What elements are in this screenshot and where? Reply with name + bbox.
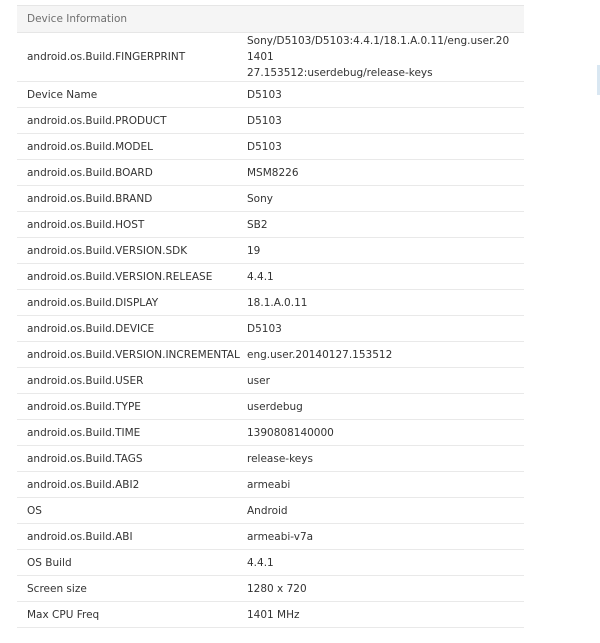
property-value: user [236,368,524,394]
property-key: Screen size [17,576,236,602]
property-value: eng.user.20140127.153512 [236,342,524,368]
table-row [17,316,524,342]
property-key: OS [17,498,236,524]
table-row [17,290,524,316]
property-key: android.os.Build.MODEL [17,134,236,160]
table-row [17,342,524,368]
property-value: MSM8226 [236,160,524,186]
table-row [17,108,524,134]
property-value: D5103 [236,316,524,342]
table-row [17,82,524,108]
table-row [17,550,524,576]
property-value: 1401 MHz [236,602,524,628]
property-key: Device Name [17,82,236,108]
property-value: Android [236,498,524,524]
property-key: android.os.Build.TYPE [17,394,236,420]
table-row [17,238,524,264]
table-row [17,186,524,212]
table-row [17,576,524,602]
table-row [17,264,524,290]
property-value: 4.4.1 [236,550,524,576]
section-title-spacer [236,6,524,33]
property-key: android.os.Build.TIME [17,420,236,446]
property-value: D5103 [236,134,524,160]
property-value-line: 27.153512:userdebug/release-keys [247,67,433,79]
property-key: android.os.Build.VERSION.INCREMENTAL [17,342,236,368]
property-value: 18.1.A.0.11 [236,290,524,316]
property-key: Max CPU Freq [17,602,236,628]
property-value: armeabi [236,472,524,498]
property-value: 4.4.1 [236,264,524,290]
table-row [17,472,524,498]
section-title: Device Information [17,6,236,33]
property-key: android.os.Build.VERSION.SDK [17,238,236,264]
device-information-table [17,5,524,628]
property-value: armeabi-v7a [236,524,524,550]
property-value-line: Sony/D5103/D5103:4.4.1/18.1.A.0.11/eng.user.201401 [247,35,510,63]
table-row [17,33,524,82]
table-header-row [17,6,524,33]
property-key: android.os.Build.DEVICE [17,316,236,342]
table-row [17,420,524,446]
property-key: android.os.Build.ABI [17,524,236,550]
property-key: android.os.Build.ABI2 [17,472,236,498]
table-row [17,602,524,628]
property-key: android.os.Build.TAGS [17,446,236,472]
property-value: release-keys [236,446,524,472]
property-value: D5103 [236,82,524,108]
property-key: android.os.Build.FINGERPRINT [17,33,236,82]
table-row [17,212,524,238]
table-row [17,524,524,550]
table-row [17,368,524,394]
property-value: SB2 [236,212,524,238]
property-key: android.os.Build.VERSION.RELEASE [17,264,236,290]
property-key: android.os.Build.BOARD [17,160,236,186]
table-row [17,134,524,160]
property-value: 1280 x 720 [236,576,524,602]
property-value: 1390808140000 [236,420,524,446]
property-value: 19 [236,238,524,264]
property-key: android.os.Build.HOST [17,212,236,238]
property-value: userdebug [236,394,524,420]
property-key: OS Build [17,550,236,576]
table-row [17,498,524,524]
property-value [236,33,524,82]
table-row [17,160,524,186]
property-key: android.os.Build.USER [17,368,236,394]
property-key: android.os.Build.BRAND [17,186,236,212]
table-row [17,394,524,420]
property-value: Sony [236,186,524,212]
property-value: D5103 [236,108,524,134]
property-key: android.os.Build.PRODUCT [17,108,236,134]
property-key: android.os.Build.DISPLAY [17,290,236,316]
table-row [17,446,524,472]
